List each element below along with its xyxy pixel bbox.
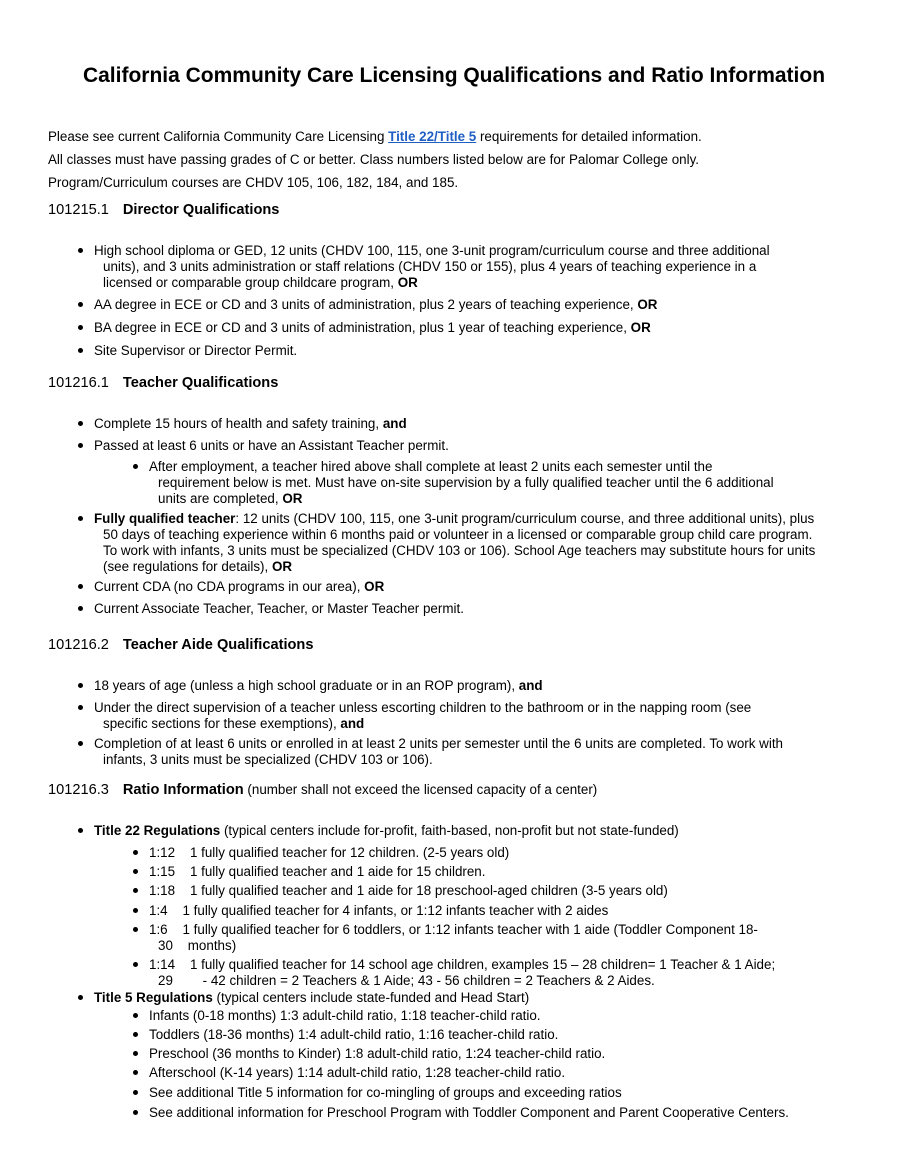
list-text: infants, 3 units must be specialized (CHDV 103 or 106). bbox=[103, 752, 433, 767]
list-text: Afterschool (K-14 years) 1:14 adult-child ratio, 1:28 teacher-child ratio. bbox=[149, 1065, 566, 1080]
section-number: 101216.1 bbox=[48, 375, 109, 391]
list-text: 50 days of teaching experience within 6 months paid or volunteer in a licensed or comparable group child care program. bbox=[103, 527, 813, 542]
list-text: After employment, a teacher hired above shall complete at least 2 units each semester until the bbox=[149, 459, 713, 474]
intro-text: Please see current California Community Care Licensing bbox=[48, 129, 389, 144]
list-item bbox=[94, 579, 854, 595]
bullet-icon bbox=[78, 741, 83, 746]
bullet-icon bbox=[133, 927, 138, 932]
intro-line-3: Program/Curriculum courses are CHDV 105, 106, 182, 184, and 185. bbox=[48, 175, 459, 190]
emphasis-text: OR bbox=[364, 579, 385, 594]
list-text bbox=[94, 559, 854, 575]
title-5-link[interactable]: Title 5 bbox=[437, 129, 477, 144]
list-item bbox=[149, 845, 809, 861]
title-22-link[interactable]: Title 22 bbox=[388, 129, 435, 144]
list-item bbox=[149, 864, 809, 880]
list-text bbox=[94, 716, 854, 732]
list-text: Current Associate Teacher, Teacher, or Master Teacher permit. bbox=[94, 601, 464, 616]
section-title: Teacher Qualifications bbox=[122, 375, 279, 391]
emphasis-text: OR bbox=[271, 559, 293, 574]
slash-separator: / bbox=[434, 129, 438, 144]
emphasis-text: Title 22 Regulations bbox=[94, 823, 221, 838]
teacher-list-cont bbox=[94, 511, 854, 617]
bullet-icon bbox=[78, 248, 83, 253]
list-text: See additional information for Preschool Program with Toddler Component and Parent Cooperative Centers. bbox=[149, 1105, 789, 1120]
list-item bbox=[94, 343, 854, 359]
list-item bbox=[149, 1008, 809, 1024]
list-item bbox=[149, 1085, 809, 1101]
bullet-icon bbox=[78, 516, 83, 521]
list-text: (typical centers include for-profit, faith-based, non-profit but not state-funded) bbox=[220, 823, 679, 838]
list-text: requirement below is met. Must have on-site supervision by a fully qualified teacher until the 6 additional bbox=[158, 475, 774, 490]
list-item bbox=[94, 416, 854, 432]
bullet-icon bbox=[78, 348, 83, 353]
section-heading-ratio bbox=[48, 782, 597, 798]
list-text: (see regulations for details), bbox=[103, 559, 272, 574]
list-text: See additional Title 5 information for co-mingling of groups and exceeding ratios bbox=[149, 1085, 622, 1100]
bullet-icon bbox=[78, 705, 83, 710]
section-title: Ratio Information bbox=[122, 782, 244, 798]
bullet-icon bbox=[133, 1051, 138, 1056]
list-text: High school diploma or GED, 12 units (CHDV 100, 115, one 3-unit program/curriculum course and three additional bbox=[94, 243, 770, 258]
list-text: BA degree in ECE or CD and 3 units of administration, plus 1 year of teaching experience, bbox=[94, 320, 631, 335]
bullet-icon bbox=[133, 850, 138, 855]
list-item bbox=[94, 736, 854, 768]
list-text: 30 months) bbox=[158, 938, 237, 953]
list-text: 1:12 1 fully qualified teacher for 12 children. (2-5 years old) bbox=[149, 845, 510, 860]
bullet-icon bbox=[133, 869, 138, 874]
list-text: 1:4 1 fully qualified teacher for 4 infants, or 1:12 infants teacher with 2 aides bbox=[149, 903, 609, 918]
list-item bbox=[94, 678, 854, 694]
teacher-list bbox=[94, 416, 854, 454]
list-text: 18 years of age (unless a high school graduate or in an ROP program), bbox=[94, 678, 519, 693]
bullet-icon bbox=[133, 464, 138, 469]
list-item bbox=[94, 243, 854, 291]
list-item bbox=[149, 903, 809, 919]
bullet-icon bbox=[133, 1110, 138, 1115]
emphasis-text: and bbox=[518, 678, 543, 693]
list-text: Complete 15 hours of health and safety training, bbox=[94, 416, 383, 431]
section-heading-aide bbox=[48, 637, 313, 653]
list-text: 1:6 1 fully qualified teacher for 6 toddlers, or 1:12 infants teacher with 1 aide (Toddler Component 18- bbox=[149, 922, 758, 937]
list-item bbox=[149, 1046, 809, 1062]
bullet-icon bbox=[78, 683, 83, 688]
emphasis-text: and bbox=[340, 716, 365, 731]
list-item bbox=[94, 700, 854, 732]
section-number: 101216.2 bbox=[48, 637, 109, 653]
bullet-icon bbox=[133, 1013, 138, 1018]
emphasis-text: Fully qualified teacher bbox=[94, 511, 236, 526]
bullet-icon bbox=[133, 908, 138, 913]
section-subtitle: (number shall not exceed the licensed capacity of a center) bbox=[243, 782, 598, 797]
list-text bbox=[149, 491, 809, 507]
emphasis-text: OR bbox=[282, 491, 303, 506]
section-number: 101216.3 bbox=[48, 782, 109, 798]
list-item bbox=[149, 459, 809, 507]
title22-list bbox=[94, 823, 854, 839]
emphasis-text: OR bbox=[637, 297, 658, 312]
list-item bbox=[94, 511, 854, 575]
list-text: AA degree in ECE or CD and 3 units of administration, plus 2 years of teaching experience, bbox=[94, 297, 638, 312]
list-item bbox=[149, 1065, 809, 1081]
bullet-icon bbox=[133, 888, 138, 893]
list-text: 1:18 1 fully qualified teacher and 1 aide for 18 preschool-aged children (3-5 years old) bbox=[149, 883, 668, 898]
list-text: Infants (0-18 months) 1:3 adult-child ratio, 1:18 teacher-child ratio. bbox=[149, 1008, 541, 1023]
list-text: : 12 units (CHDV 100, 115, one 3-unit program/curriculum course, and three additional units), plus bbox=[235, 511, 815, 526]
list-text: Completion of at least 6 units or enrolled in at least 2 units per semester until the 6 units are completed. To work with bbox=[94, 736, 783, 751]
list-text: 1:14 1 fully qualified teacher for 14 school age children, examples 15 – 28 children= 1 Teacher & 1 Aide; bbox=[149, 957, 776, 972]
intro-line-2: All classes must have passing grades of C or better. Class numbers listed below are for Palomar College only. bbox=[48, 152, 699, 167]
list-item bbox=[149, 1105, 809, 1121]
list-text: units are completed, bbox=[158, 491, 283, 506]
intro-line-1 bbox=[48, 125, 868, 148]
emphasis-text: OR bbox=[397, 275, 418, 290]
teacher-sub-list bbox=[149, 459, 809, 507]
section-heading-director bbox=[48, 202, 279, 218]
list-text: units), and 3 units administration or staff relations (CHDV 150 or 155), plus 4 years of teaching experience in a bbox=[103, 259, 757, 274]
bullet-icon bbox=[78, 606, 83, 611]
list-text: specific sections for these exemptions), bbox=[103, 716, 341, 731]
list-text: Current CDA (no CDA programs in our area), bbox=[94, 579, 365, 594]
section-heading-teacher bbox=[48, 375, 278, 391]
list-item bbox=[94, 823, 854, 839]
bullet-icon bbox=[78, 995, 83, 1000]
intro-text-end: requirements for detailed information. bbox=[476, 129, 702, 144]
list-text: 29 - 42 children = 2 Teachers & 1 Aide; 43 - 56 children = 2 Teachers & 2 Aides. bbox=[158, 973, 655, 988]
bullet-icon bbox=[78, 443, 83, 448]
list-item bbox=[149, 1027, 809, 1043]
bullet-icon bbox=[133, 1032, 138, 1037]
list-text: Preschool (36 months to Kinder) 1:8 adult-child ratio, 1:24 teacher-child ratio. bbox=[149, 1046, 606, 1061]
bullet-icon bbox=[78, 584, 83, 589]
intro-block bbox=[48, 125, 868, 194]
emphasis-text: Title 5 Regulations bbox=[94, 990, 213, 1005]
emphasis-text: and bbox=[382, 416, 407, 431]
list-text bbox=[94, 511, 854, 527]
bullet-icon bbox=[78, 302, 83, 307]
list-item bbox=[94, 601, 854, 617]
aide-list bbox=[94, 678, 854, 768]
bullet-icon bbox=[78, 828, 83, 833]
list-text: (typical centers include state-funded and Head Start) bbox=[212, 990, 530, 1005]
page-title: California Community Care Licensing Qualifications and Ratio Information bbox=[82, 64, 826, 87]
list-text: Site Supervisor or Director Permit. bbox=[94, 343, 298, 358]
emphasis-text: OR bbox=[630, 320, 651, 335]
section-title: Director Qualifications bbox=[122, 202, 280, 218]
title22-sub-list bbox=[149, 845, 809, 989]
list-text bbox=[94, 275, 854, 291]
director-list bbox=[94, 243, 854, 359]
title5-sub-list bbox=[149, 1008, 809, 1121]
bullet-icon bbox=[133, 1090, 138, 1095]
list-text: Under the direct supervision of a teacher unless escorting children to the bathroom or in the napping room (see bbox=[94, 700, 752, 715]
list-text: 1:15 1 fully qualified teacher and 1 aide for 15 children. bbox=[149, 864, 486, 879]
bullet-icon bbox=[78, 421, 83, 426]
list-text: Toddlers (18-36 months) 1:4 adult-child ratio, 1:16 teacher-child ratio. bbox=[149, 1027, 559, 1042]
list-item bbox=[149, 957, 809, 989]
section-title: Teacher Aide Qualifications bbox=[122, 637, 314, 653]
title5-list bbox=[94, 990, 854, 1006]
list-item bbox=[94, 438, 854, 454]
section-number: 101215.1 bbox=[48, 202, 109, 218]
list-item bbox=[149, 922, 809, 954]
bullet-icon bbox=[78, 325, 83, 330]
bullet-icon bbox=[133, 962, 138, 967]
list-text: licensed or comparable group childcare program, bbox=[103, 275, 398, 290]
list-item bbox=[94, 990, 854, 1006]
list-item bbox=[149, 883, 809, 899]
list-text: To work with infants, 3 units must be specialized (CHDV 103 or 106). School Age teachers may substitute hours for units bbox=[103, 543, 816, 558]
bullet-icon bbox=[133, 1070, 138, 1075]
list-text: Passed at least 6 units or have an Assistant Teacher permit. bbox=[94, 438, 449, 453]
list-item bbox=[94, 320, 854, 336]
list-item bbox=[94, 297, 854, 313]
